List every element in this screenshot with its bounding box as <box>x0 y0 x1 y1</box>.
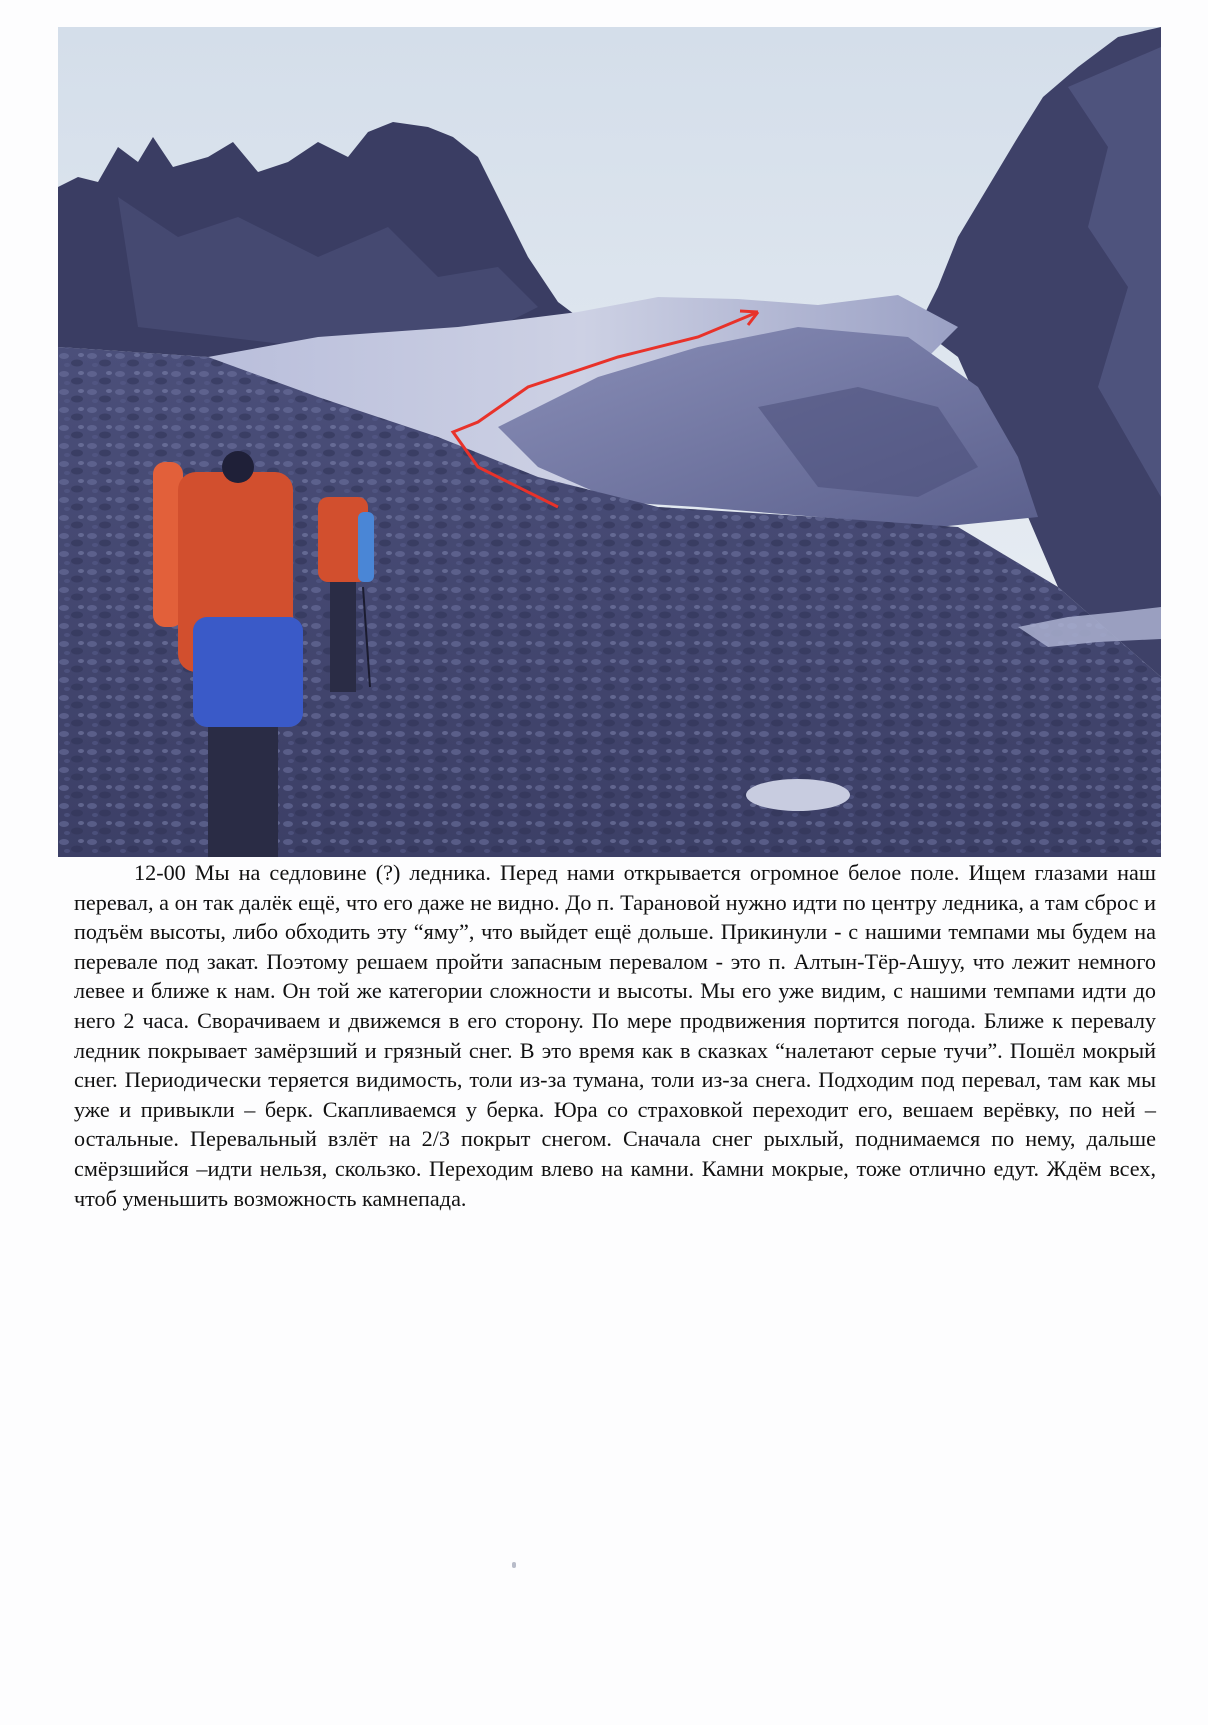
scan-speck <box>512 1562 516 1568</box>
photo-illustration <box>58 27 1161 857</box>
blue-backpack-bottom <box>193 617 303 727</box>
far-blue-mat <box>358 512 374 582</box>
snow-patch <box>746 779 850 811</box>
body-paragraph: 12-00 Мы на седловине (?) ледника. Перед нами открывается огромное белое поле. Ищем глазами наш перевал, а он так далёк ещё, что его даже не видно. До п. Тарановой нужно идти по центру ледника, а там сброс и подъём высоты, либо обходить эту “яму”, что выйдет ещё дольше. Прикинули - с нашими темпами мы будем на перевале под закат. Поэтому решаем пройти запасным перевалом - это п. Алтын-Тёр-Ашуу, что лежит немного левее и ближе к нам. Он той же категории сложности и высоты. Мы его уже видим, с нашими темпами идти до него 2 часа. Сворачиваем и движемся в его сторону. По мере продвижения портится погода. Ближе к перевалу ледник покрывает замёрзший и грязный снег. В это время как в сказках “налетают серые тучи”. Пошёл мокрый снег. Периодически теряется видимость, толи из-за тумана, толи из-за снега. Подходим под перевал, там как мы уже и привыкли – берк. Скапливаемся у берка. Юра со страховкой переходит его, вешаем верёвку, по ней – остальные. Перевальный взлёт на 2/3 покрыт снегом. Сначала снег рыхлый, поднимаемся по нему, дальше смёрзшийся –идти нельзя, скользко. Переходим влево на камни. Камни мокрые, тоже отлично едут. Ждём всех, чтоб уменьшить возможность камнепада. <box>74 860 1156 1211</box>
mountain-glacier-photo <box>58 27 1161 857</box>
